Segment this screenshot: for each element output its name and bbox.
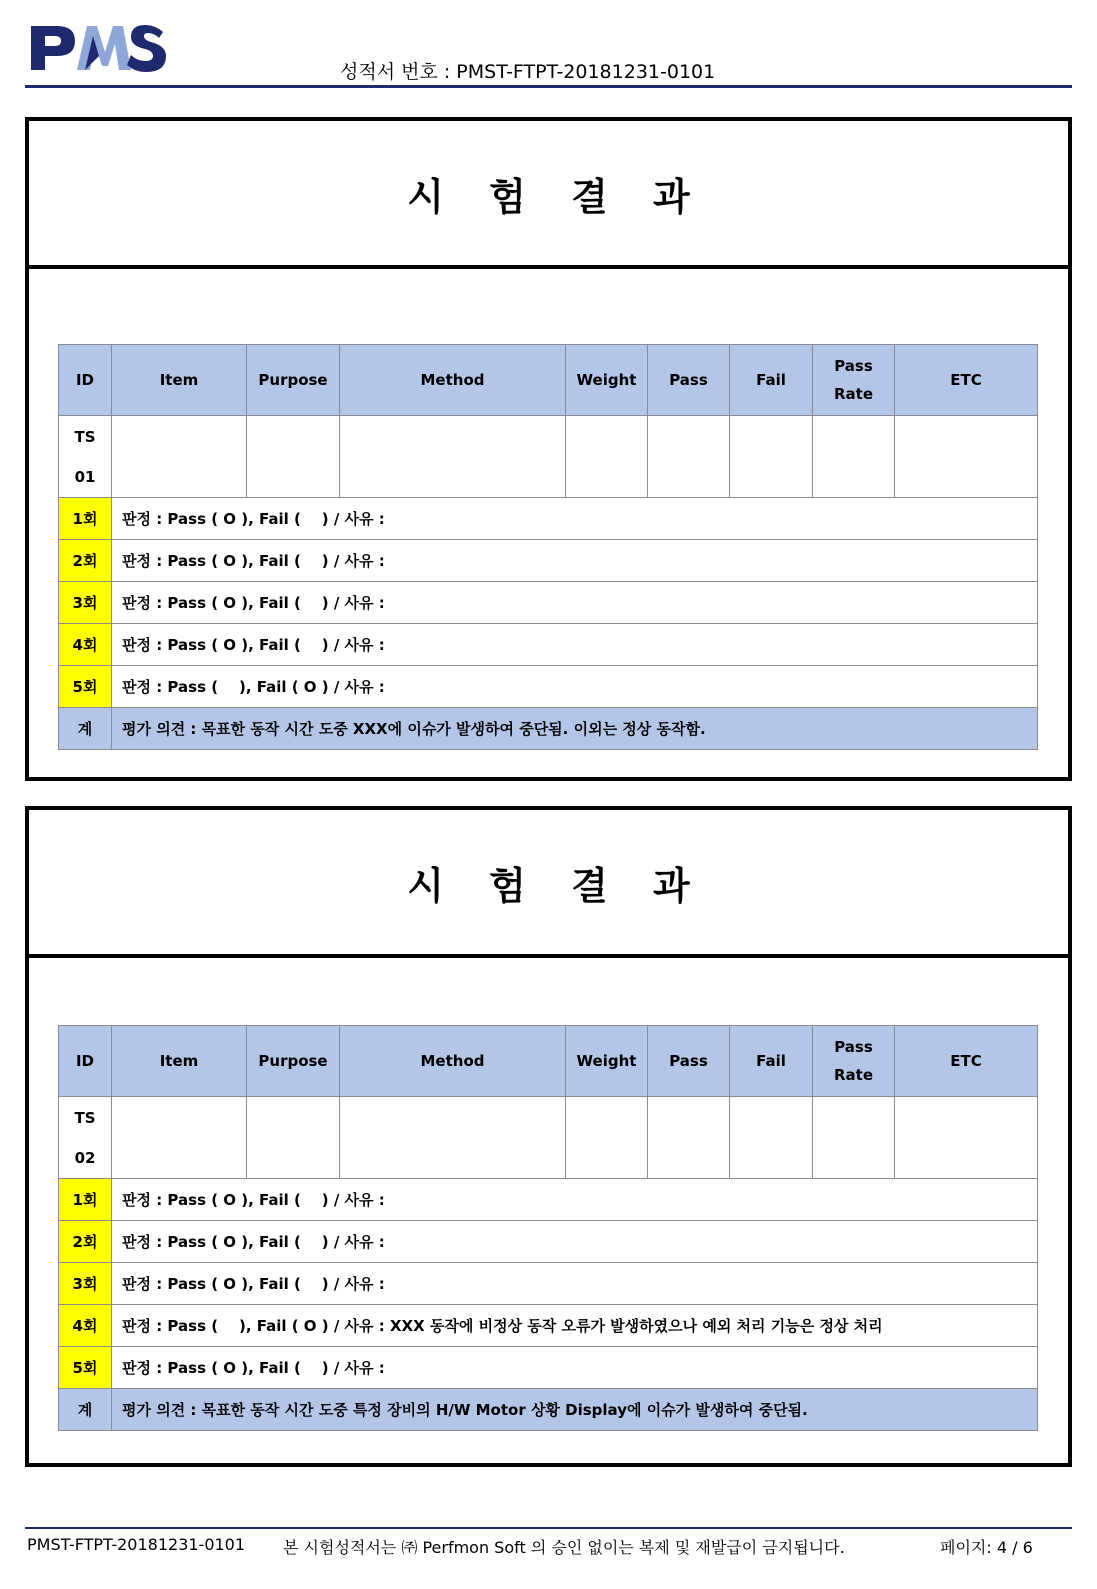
trial-verdict: 판정 : Pass ( O ), Fail ( ) / 사유 : [112, 498, 1038, 540]
trial-verdict: 판정 : Pass ( ), Fail ( O ) / 사유 : [112, 666, 1038, 708]
trial-verdict: 판정 : Pass ( O ), Fail ( ) / 사유 : [112, 1263, 1038, 1305]
col-header-weight: Weight [566, 1026, 648, 1097]
trial-row [59, 540, 1038, 582]
summary-label: 계 [59, 708, 112, 750]
trial-row [59, 582, 1038, 624]
document-number: 성적서 번호 : PMST-FTPT-20181231-0101 [340, 61, 716, 83]
trial-row [59, 1179, 1038, 1221]
trial-label: 4회 [59, 624, 112, 666]
test-result-section [25, 806, 1072, 1467]
results-table [58, 1025, 1038, 1431]
trial-label: 5회 [59, 666, 112, 708]
trial-row [59, 1221, 1038, 1263]
col-header-id: ID [59, 345, 112, 416]
fail-cell [730, 1097, 813, 1179]
section-title: 시 험 결 과 [407, 863, 706, 908]
trial-verdict: 판정 : Pass ( O ), Fail ( ) / 사유 : [112, 1347, 1038, 1389]
summary-row [59, 708, 1038, 750]
title-band [29, 810, 1068, 958]
footer-divider [25, 1527, 1072, 1529]
col-header-pass-rate: Pass Rate [813, 1026, 895, 1097]
trial-label: 1회 [59, 1179, 112, 1221]
col-header-pass: Pass [648, 345, 730, 416]
evaluation-opinion: 평가 의견 : 목표한 동작 시간 도중 XXX에 이슈가 발생하여 중단됨. 이외는 정상 동작함. [112, 708, 1038, 750]
item-cell [112, 1097, 247, 1179]
trial-row [59, 1263, 1038, 1305]
col-header-pass: Pass [648, 1026, 730, 1097]
trial-row [59, 624, 1038, 666]
col-header-purpose: Purpose [247, 345, 340, 416]
test-case-id-prefix: TS [74, 1108, 96, 1127]
pass-rate-cell [813, 1097, 895, 1179]
pass-cell [648, 1097, 730, 1179]
test-case-id-prefix: TS [74, 427, 96, 446]
test-result-section [25, 117, 1072, 781]
trial-row [59, 498, 1038, 540]
title-band [29, 121, 1068, 269]
weight-cell [566, 1097, 648, 1179]
trial-verdict: 판정 : Pass ( O ), Fail ( ) / 사유 : [112, 1221, 1038, 1263]
trial-label: 2회 [59, 1221, 112, 1263]
trial-label: 4회 [59, 1305, 112, 1347]
footer-doc-id: PMST-FTPT-20181231-0101 [27, 1535, 246, 1554]
section-title: 시 험 결 과 [407, 174, 706, 219]
col-header-etc: ETC [895, 345, 1038, 416]
col-header-fail: Fail [730, 1026, 813, 1097]
purpose-cell [247, 1097, 340, 1179]
weight-cell [566, 416, 648, 498]
results-table [58, 344, 1038, 750]
trial-label: 1회 [59, 498, 112, 540]
test-case-row [59, 1097, 1038, 1179]
table-header-row [59, 345, 1038, 416]
trial-verdict: 판정 : Pass ( O ), Fail ( ) / 사유 : [112, 540, 1038, 582]
method-cell [340, 1097, 566, 1179]
col-header-item: Item [112, 1026, 247, 1097]
col-header-method: Method [340, 1026, 566, 1097]
trial-label: 2회 [59, 540, 112, 582]
header-divider [25, 85, 1072, 88]
test-case-id-number: 01 [74, 467, 96, 486]
col-header-purpose: Purpose [247, 1026, 340, 1097]
summary-row [59, 1389, 1038, 1431]
trial-row [59, 666, 1038, 708]
method-cell [340, 416, 566, 498]
test-case-id [59, 1097, 112, 1179]
trial-verdict: 판정 : Pass ( O ), Fail ( ) / 사유 : [112, 1179, 1038, 1221]
col-header-method: Method [340, 345, 566, 416]
col-header-pass-rate: Pass Rate [813, 345, 895, 416]
col-header-etc: ETC [895, 1026, 1038, 1097]
trial-label: 3회 [59, 582, 112, 624]
etc-cell [895, 1097, 1038, 1179]
test-case-row [59, 416, 1038, 498]
item-cell [112, 416, 247, 498]
trial-verdict: 판정 : Pass ( O ), Fail ( ) / 사유 : [112, 624, 1038, 666]
trial-row [59, 1347, 1038, 1389]
test-case-id [59, 416, 112, 498]
col-header-fail: Fail [730, 345, 813, 416]
test-case-id-number: 02 [74, 1148, 96, 1167]
trial-verdict: 판정 : Pass ( O ), Fail ( ) / 사유 : [112, 582, 1038, 624]
trial-verdict: 판정 : Pass ( ), Fail ( O ) / 사유 : XXX 동작에 비정상 동작 오류가 발생하였으나 예외 처리 기능은 정상 처리 [112, 1305, 1038, 1347]
footer-copyright-notice: 본 시험성적서는 ㈜ Perfmon Soft 의 승인 없이는 복제 및 재발급이 금지됩니다. [283, 1538, 845, 1557]
table-header-row [59, 1026, 1038, 1097]
trial-row [59, 1305, 1038, 1347]
trial-label: 5회 [59, 1347, 112, 1389]
fail-cell [730, 416, 813, 498]
pass-rate-cell [813, 416, 895, 498]
page-number: 페이지: 4 / 6 [940, 1538, 1033, 1557]
col-header-weight: Weight [566, 345, 648, 416]
summary-label: 계 [59, 1389, 112, 1431]
trial-label: 3회 [59, 1263, 112, 1305]
purpose-cell [247, 416, 340, 498]
pass-cell [648, 416, 730, 498]
evaluation-opinion: 평가 의견 : 목표한 동작 시간 도중 특정 장비의 H/W Motor 상황 Display에 이슈가 발생하여 중단됨. [112, 1389, 1038, 1431]
col-header-item: Item [112, 345, 247, 416]
pms-logo [27, 22, 169, 74]
col-header-id: ID [59, 1026, 112, 1097]
etc-cell [895, 416, 1038, 498]
